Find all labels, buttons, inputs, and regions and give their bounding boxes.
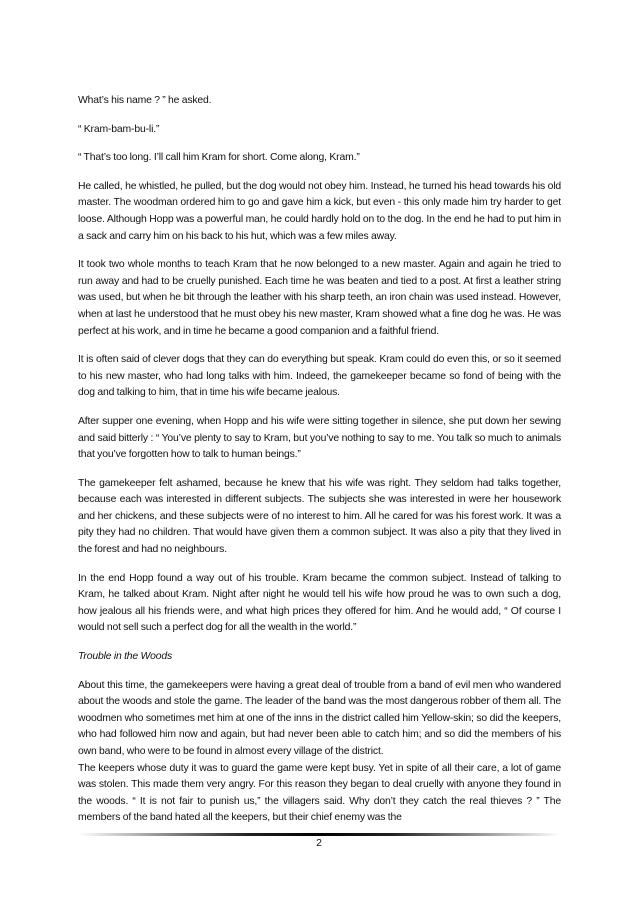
paragraph: The keepers whose duty it was to guard the game were kept busy. Yet in spite of all their care, a lot of game was stolen. This made them very angry. For this reason they began to deal cruelly with anyone they found in the woods. “ It is not fair to punish us,” the villagers said. Why don’t they catch the real thieves ? ” The members of the band hated all the keepers, but their chief enemy was the <box>78 762 561 824</box>
paragraph: What’s his name ? ” he asked. <box>78 95 212 106</box>
page-number: 2 <box>316 838 322 849</box>
paragraph: In the end Hopp found a way out of his trouble. Kram became the common subject. Instead of talking to Kram, he talked about Kram. Night after night he would tell his wife how proud he was to own such a dog, how jealous all his friends were, and what high prices they offered for him. And he would add, “ Of course I would not sell such a perfect dog for all the wealth in the world.” <box>78 572 561 634</box>
paragraph: It took two whole months to teach Kram that he now belonged to a new master. Again and again he tried to run away and had to be cruelly punished. Each time he was beaten and tied to a post. At first a leather string was used, but when he bit through the leather with his sharp teeth, an iron chain was used instead. However, when at last he understood that he must obey his new master, Kram showed what a fine dog he was. He was perfect at his work, and in time he became a good companion and a faithful friend. <box>78 259 561 337</box>
body-text <box>78 93 561 839</box>
paragraph: After supper one evening, when Hopp and his wife were sitting together in silence, she put down her sewing and said bitterly : “ You’ve plenty to say to Kram, but you’ve nothing to say to me. You talk so much to animals that you’ve forgotten how to talk to human beings.” <box>78 415 561 461</box>
footer-rule <box>78 833 561 836</box>
paragraph: “ That’s too long. I’ll call him Kram for short. Come along, Kram.” <box>78 152 360 164</box>
paragraph: About this time, the gamekeepers were having a great deal of trouble from a band of evil men who wandered about the woods and stole the game. The leader of the band was the most dangerous robber of them all. The woodmen who sometimes met him at one of the inns in the district called him Yellow-skin; so did the keepers, who had followed him now and again, but had never been able to catch him; and so did the members of his own band, who were to be found in almost every village of the district. <box>78 679 561 757</box>
paragraph: The gamekeeper felt ashamed, because he knew that his wife was right. They seldom had talks together, because each was interested in different subjects. The subjects she was interested in were her housework and her chickens, and these subjects were of no interest to him. All he cared for was his forest work. It was a pity they had no children. That would have given them a common subject. It was also a pity that they lived in the forest and had no neighbours. <box>78 477 561 556</box>
section-heading: Trouble in the Woods <box>78 651 173 663</box>
paragraph: “ Kram-bam-bu-li.” <box>78 123 160 135</box>
paragraph: He called, he whistled, he pulled, but the dog would not obey him. Instead, he turned his head towards his old master. The woodman ordered him to go and gave him a kick, but even - this only made him try harder to get loose. Although Hopp was a powerful man, he could hardly hold on to the dog. In the end he had to put him in a sack and carry him on his back to his hut, which was a few miles away. <box>78 180 561 242</box>
paragraph: It is often said of clever dogs that they can do everything but speak. Kram could do even this, or so it seemed to his new master, who had long talks with him. Indeed, the gamekeeper became so fond of being with the dog and talking to him, that in time his wife became jealous. <box>78 354 561 399</box>
